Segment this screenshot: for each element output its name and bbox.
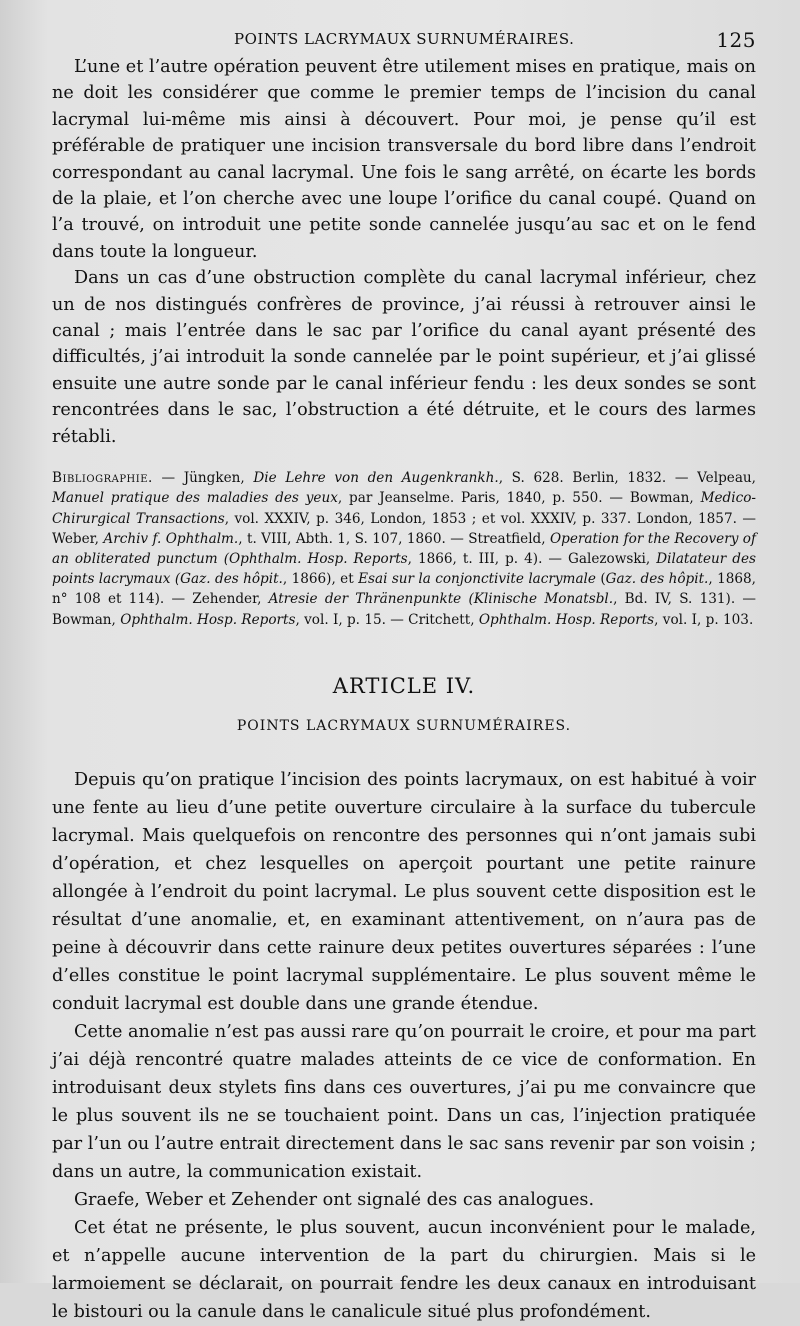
bibliography-label: Bibliographie. bbox=[52, 470, 153, 487]
bib-text: — Jüngken, bbox=[152, 470, 254, 487]
bib-text: , par Jeanselme. Paris, 1840, p. 550. — Bowman, bbox=[337, 490, 701, 507]
bib-text: , vol. XXXIV, p. 346, London, 1853 ; et vol. XXXIV, p. 337. London, 1857. — Weber, bbox=[52, 510, 756, 547]
running-title: POINTS LACRYMAUX SURNUMÉRAIRES. bbox=[234, 30, 575, 48]
bib-text: , t. VIII, Abth. 1, S. 107, 1860. — Streatfield, bbox=[238, 530, 550, 547]
bib-title: Dilatateur des points lacrymaux (Gaz. des hôpit. bbox=[52, 550, 756, 588]
paragraph-treatment: Cet état ne présente, le plus souvent, aucun inconvénient pour le malade, et n’appelle aucune intervention de la part du chirurgien. Mais si le larmoiement se déclarait, on pourrait fendre les deux canaux en introduisant le bistouri ou la canule dans le canalicule situé plus profondément. bbox=[52, 1217, 756, 1322]
bib-title: Die Lehre von den Augenkrankh. bbox=[253, 470, 499, 487]
paragraph-frequency: Cette anomalie n’est pas aussi rare qu’on pourrait le croire, et pour ma part j’ai déjà rencontré quatre malades atteints de ce vice de conformation. En introduisant deux stylets fins dans ces ouvertures, j’ai pu me convaincre que le plus souvent ils ne se touchaient point. Dans un cas, l’injection pratiquée par l’un ou l’autre entrait directement dans le sac sans revenir par son voisin ; dans un autre, la communication existait. bbox=[52, 1021, 756, 1182]
paragraph-analogous-cases: Graefe, Weber et Zehender ont signalé des cas analogues. bbox=[74, 1189, 595, 1210]
bib-title: Ophthalm. Hosp. Reports bbox=[120, 611, 296, 628]
page-number: 125 bbox=[716, 28, 756, 52]
bib-title: Atresie der Thränenpunkte (Klinische Monatsbl. bbox=[268, 591, 614, 608]
paragraph-anomaly: Depuis qu’on pratique l’incision des points lacrymaux, on est habitué à voir une fente au lieu d’une petite ouverture circulaire à la surface du tubercule lacrymal. Mais quelquefois on rencontre des personnes qui n’ont jamais subi d’opération, et chez lesquelles on aperçoit pourtant une petite rainure allongée à l’endroit du point lacrymal. Le plus souvent cette disposition est le résultat d’une anomalie, et, en examinant attentivement, on n’aura pas de peine à découvrir dans cette rainure deux petites ouvertures séparées : l’une d’elles constitue le point lacrymal supplémentaire. Le plus souvent même le conduit lacrymal est double dans une grande étendue. bbox=[52, 769, 756, 1014]
bib-title: Archiv f. Ophthalm. bbox=[103, 530, 239, 547]
bib-text: ( bbox=[595, 571, 606, 588]
bib-text: , vol. I, p. 103. bbox=[654, 611, 754, 628]
bib-text: , 1866, t. III, p. 4). — Galezowski, bbox=[407, 550, 657, 567]
bib-title: Ophthalm. Hosp. Reports bbox=[478, 611, 655, 628]
bib-title: Medico-Chirurgical Transactions bbox=[52, 490, 756, 527]
bib-title: Gaz. des hôpit. bbox=[605, 571, 709, 588]
page-header bbox=[52, 26, 756, 54]
bib-text: , 1866), et bbox=[282, 571, 359, 588]
bib-text: , Bd. IV, S. 131). — Bowman, bbox=[52, 591, 756, 628]
section-title: POINTS LACRYMAUX SURNUMÉRAIRES. bbox=[236, 717, 572, 734]
bib-text: , 1868, n° 108 et 114). — Zehender, bbox=[52, 571, 756, 608]
article-title: ARTICLE IV. bbox=[332, 673, 476, 698]
bib-title: Esai sur la conjonctivite lacrymale bbox=[358, 571, 596, 588]
bib-title: Manuel pratique des maladies des yeux bbox=[52, 490, 338, 507]
bib-title: Operation for the Recovery of an obliterated punctum (Ophthalm. Hosp. Reports bbox=[52, 530, 756, 567]
bib-text: , vol. I, p. 15. — Critchett, bbox=[295, 611, 479, 628]
bib-text: , S. 628. Berlin, 1832. — Velpeau, bbox=[498, 470, 756, 487]
bibliography bbox=[52, 468, 756, 630]
paragraph-obstruction-case: Dans un cas d’une obstruction complète du canal lacrymal inférieur, chez un de nos distingués confrères de province, j’ai réussi à retrouver ainsi le canal ; mais l’entrée dans le sac par l’orifice du canal ayant présenté des difficultés, j’ai introduit la sonde cannelée par le point supérieur, et j’ai glissé ensuite une autre sonde par le canal inférieur fendu : les deux sondes se sont rencontrées dans le sac, l’obstruction a été détruite, et le cours des larmes rétabli. bbox=[52, 268, 756, 447]
paragraph-incision: L’une et l’autre opération peuvent être utilement mises en pratique, mais on ne doit les considérer que comme le premier temps de l’incision du canal lacrymal lui-même mis ainsi à découvert. Pour moi, je pense qu’il est préférable de pratiquer une incision transversale du bord libre dans l’endroit correspondant au canal lacrymal. Une fois le sang arrêté, on écarte les bords de la plaie, et l’on cherche avec une loupe l’orifice du canal coupé. Quand on l’a trouvé, on introduit une petite sonde cannelée jusqu’au sac et on le fend dans toute la longueur. bbox=[52, 57, 756, 262]
